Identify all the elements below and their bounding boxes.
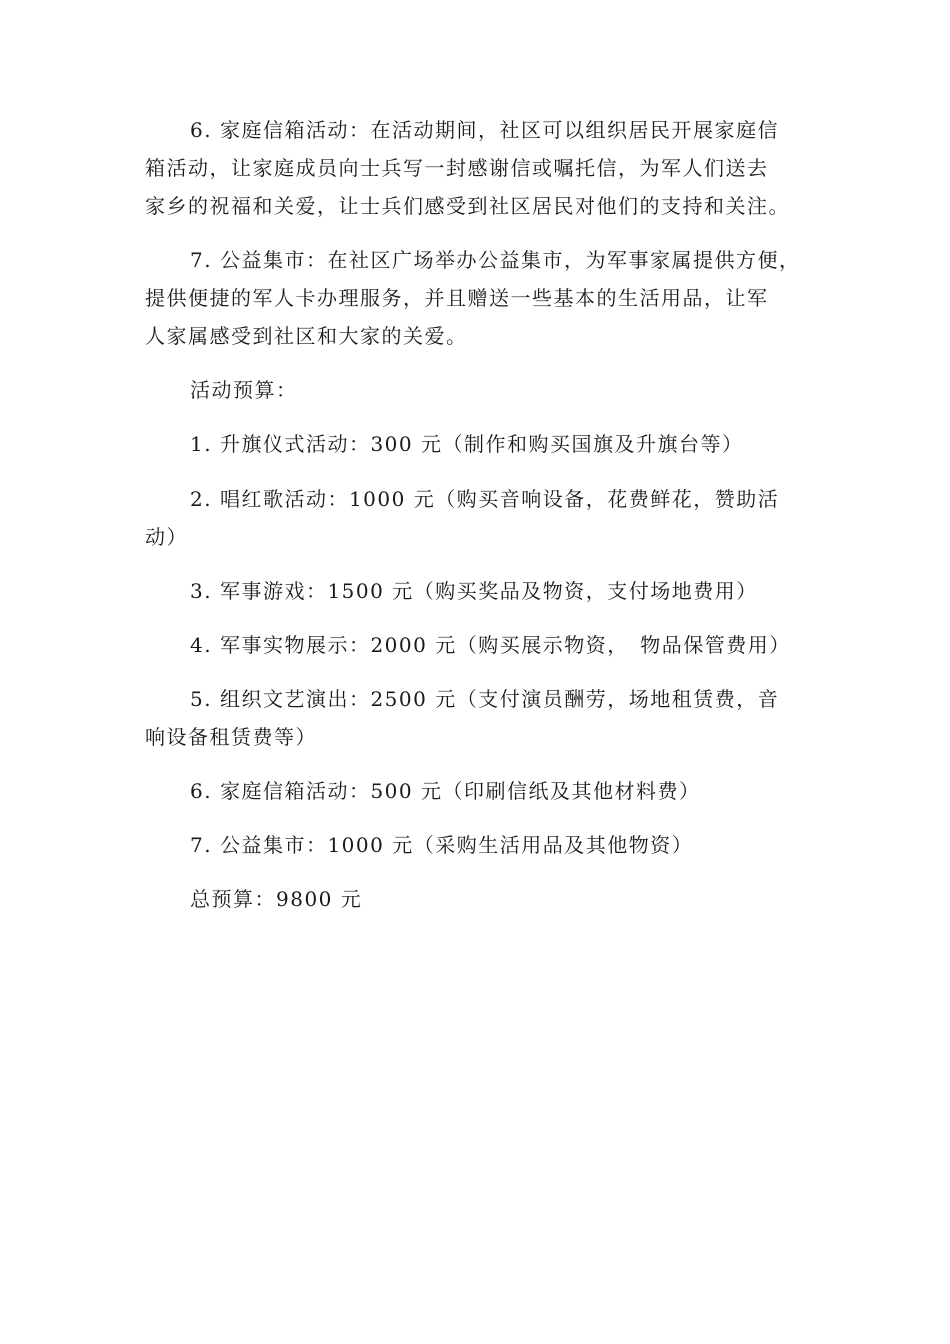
text-line: 5. 组织文艺演出：2500 元（支付演员酬劳，场地租赁费，音 xyxy=(190,687,780,711)
budget-heading: 活动预算： xyxy=(190,378,298,402)
text-line: 7. 公益集市：在社区广场举办公益集市，为军事家属提供方便， xyxy=(190,248,801,272)
total-budget: 总预算：9800 元 xyxy=(190,887,363,911)
text-line: 提供便捷的军人卡办理服务，并且赠送一些基本的生活用品，让军 xyxy=(145,286,769,310)
budget-item-military-exhibition: 4. 军事实物展示：2000 元（购买展示物资， 物品保管费用） xyxy=(190,633,791,657)
text-line: 人家属感受到社区和大家的关爱。 xyxy=(145,324,468,348)
text-line: 箱活动，让家庭成员向士兵写一封感谢信或嘱托信，为军人们送去 xyxy=(145,156,769,180)
paragraph-charity-market-activity xyxy=(145,241,815,355)
text-line: 2. 唱红歌活动：1000 元（购买音响设备，花费鲜花，赞助活 xyxy=(190,487,780,511)
text-line: 动） xyxy=(145,525,188,549)
budget-item-art-performance xyxy=(145,680,815,756)
text-line: 6. 家庭信箱活动：在活动期间，社区可以组织居民开展家庭信 xyxy=(190,118,779,142)
paragraph-family-mailbox-activity xyxy=(145,111,815,225)
budget-item-family-mailbox: 6. 家庭信箱活动：500 元（印刷信纸及其他材料费） xyxy=(190,779,701,803)
budget-item-flag-ceremony: 1. 升旗仪式活动：300 元（制作和购买国旗及升旗台等） xyxy=(190,432,744,456)
budget-item-red-songs xyxy=(145,480,815,556)
text-line: 响设备租赁费等） xyxy=(145,725,317,749)
budget-item-military-games: 3. 军事游戏：1500 元（购买奖品及物资，支付场地费用） xyxy=(190,579,758,603)
text-line: 家乡的祝福和关爱，让士兵们感受到社区居民对他们的支持和关注。 xyxy=(145,194,790,218)
budget-item-charity-market: 7. 公益集市：1000 元（采购生活用品及其他物资） xyxy=(190,833,694,857)
